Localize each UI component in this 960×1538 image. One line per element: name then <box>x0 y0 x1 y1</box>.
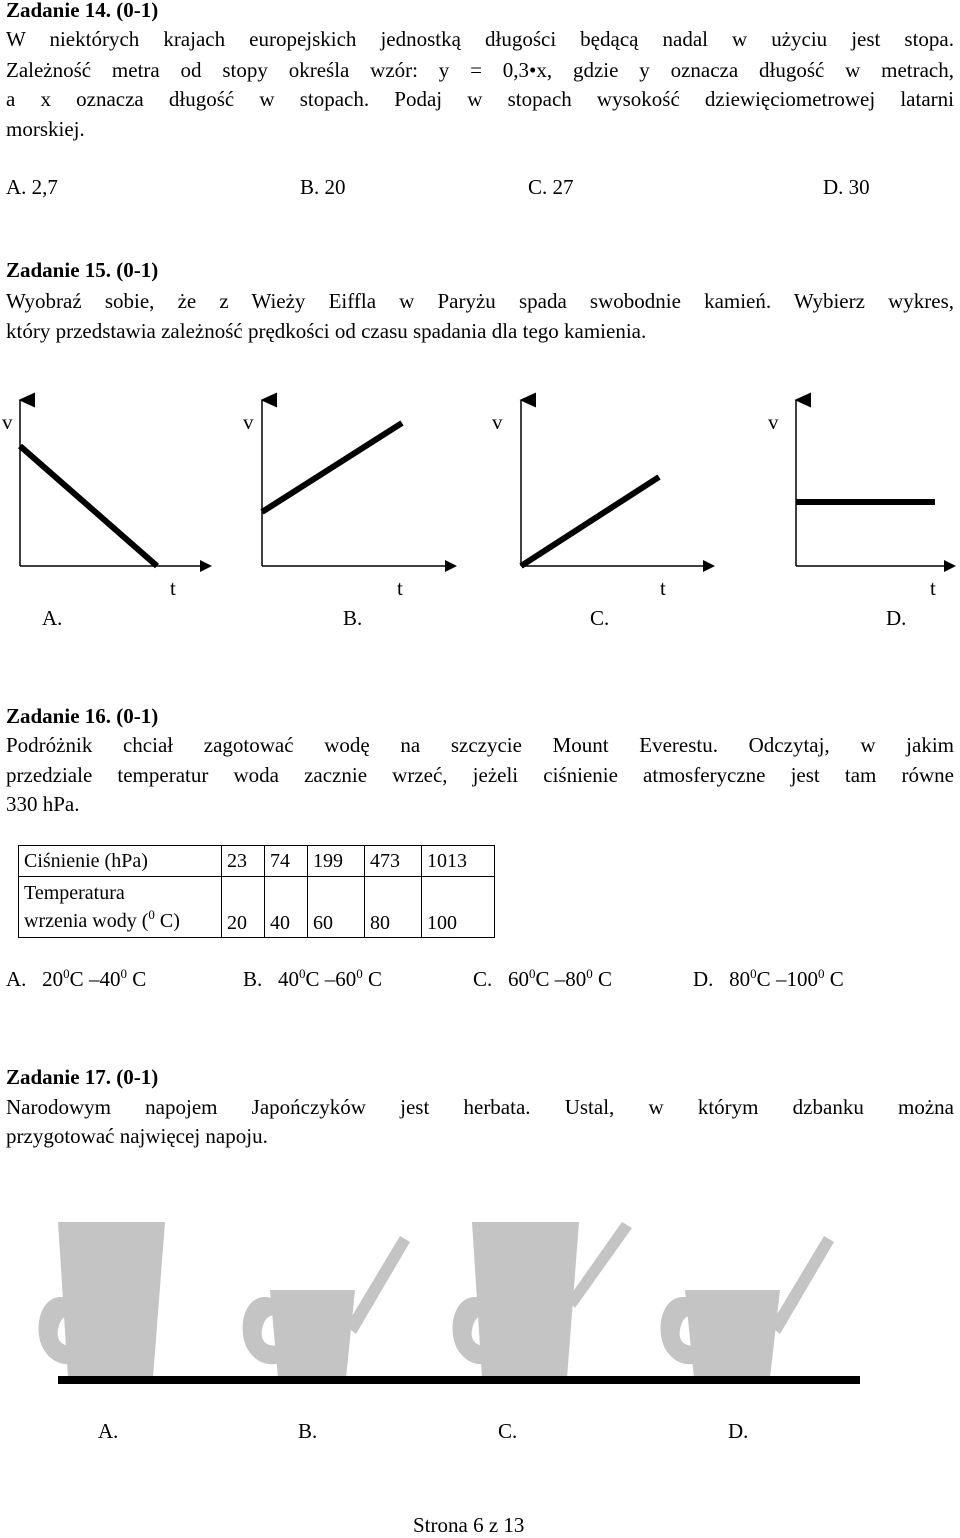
dash: – <box>324 967 336 991</box>
option-letter: B. <box>243 967 263 991</box>
table-cell: 23 <box>222 846 265 877</box>
graph-b-t-label: t <box>397 576 403 600</box>
deg: 0 <box>120 966 127 981</box>
z15-text-line-2: który przedstawia zależność prędkości od czasu spadania dla tego kamienia. <box>6 319 647 343</box>
graph-b-v-label: v <box>243 410 254 434</box>
deg: 0 <box>63 966 70 981</box>
table-label-bottom-post: C) <box>154 910 180 932</box>
dash: – <box>88 967 100 991</box>
deg: 0 <box>750 966 757 981</box>
graph-a-letter[interactable]: A. <box>42 606 63 630</box>
unit: C <box>535 967 550 991</box>
unit: C <box>132 967 147 991</box>
graph-d-t-label: t <box>930 576 936 600</box>
deg: 0 <box>586 966 593 981</box>
teapot-a-letter[interactable]: A. <box>98 1419 119 1443</box>
option-from: 20 <box>42 967 64 991</box>
z17-heading: Zadanie 17. (0-1) <box>6 1065 159 1089</box>
z14-text-line-4: morskiej. <box>6 117 85 141</box>
teapot-c-letter[interactable]: C. <box>498 1419 518 1443</box>
teapot-a-icon[interactable] <box>39 1222 165 1378</box>
deg: 0 <box>529 966 536 981</box>
page-footer: Strona 6 z 13 <box>413 1513 525 1537</box>
option-from: 80 <box>729 967 751 991</box>
table-cell: 100 <box>422 877 495 938</box>
z16-text-line-2: przedziale temperatur woda zacznie wrzeć, jeżeli ciśnienie atmosferyczne jest tam równe <box>6 763 954 787</box>
z14-option-d[interactable]: D. 30 <box>823 175 870 199</box>
z16-text-line-3: 330 hPa. <box>6 792 80 816</box>
graph-c-t-label: t <box>660 576 666 600</box>
dash: – <box>554 967 566 991</box>
dash: – <box>775 967 787 991</box>
z14-option-b[interactable]: B. 20 <box>300 175 346 199</box>
teapot-b-letter[interactable]: B. <box>298 1419 318 1443</box>
graph-c-letter[interactable]: C. <box>590 606 610 630</box>
option-to: 80 <box>565 967 587 991</box>
z15-text-line-1: Wyobraź sobie, że z Wieży Eiffla w Paryżu spada swobodnie kamień. Wybierz wykres, <box>6 289 954 313</box>
table-label-top: Temperatura <box>24 882 125 904</box>
table-cell: 1013 <box>422 846 495 877</box>
table-cell-label: Ciśnienie (hPa) <box>19 846 222 877</box>
z14-heading: Zadanie 14. (0-1) <box>6 0 159 22</box>
z14-text-line-2: Zależność metra od stopy określa wzór: y = 0,3•x, gdzie y oznacza długość w metrach, <box>6 58 954 82</box>
unit: C <box>305 967 320 991</box>
table-cell: 80 <box>365 877 422 938</box>
teapot-b-icon[interactable] <box>243 1236 410 1378</box>
option-to: 60 <box>335 967 357 991</box>
z15-heading: Zadanie 15. (0-1) <box>6 258 159 282</box>
teapot-d-letter[interactable]: D. <box>728 1419 749 1443</box>
table-cell: 20 <box>222 877 265 938</box>
unit: C <box>598 967 613 991</box>
table-surface <box>58 1376 860 1384</box>
option-to: 40 <box>99 967 121 991</box>
option-letter: D. <box>693 967 714 991</box>
deg: 0 <box>299 966 306 981</box>
z16-text-line-1: Podróżnik chciał zagotować wodę na szczycie Mount Everestu. Odczytaj, w jakim <box>6 733 954 757</box>
graph-a-v-label: v <box>2 410 13 434</box>
graph-d-v-label: v <box>768 410 779 434</box>
unit: C <box>368 967 383 991</box>
table-cell: 199 <box>308 846 365 877</box>
z16-heading: Zadanie 16. (0-1) <box>6 704 159 728</box>
option-from: 40 <box>278 967 300 991</box>
deg: 0 <box>356 966 363 981</box>
z17-text-line-2: przygotować najwięcej napoju. <box>6 1124 268 1148</box>
z14-text-line-3: a x oznacza długość w stopach. Podaj w stopach wysokość dziewięciometrowej latarni <box>6 87 954 111</box>
graph-b-letter[interactable]: B. <box>343 606 363 630</box>
unit: C <box>69 967 84 991</box>
table-cell: 40 <box>265 877 308 938</box>
graph-a-t-label: t <box>170 576 176 600</box>
z17-text-line-1: Narodowym napojem Japończyków jest herbata. Ustal, w którym dzbanku można <box>6 1095 954 1119</box>
option-from: 60 <box>508 967 530 991</box>
unit: C <box>756 967 771 991</box>
teapot-d-icon[interactable] <box>661 1236 834 1378</box>
unit: C <box>829 967 844 991</box>
table-cell: 74 <box>265 846 308 877</box>
table-cell: 473 <box>365 846 422 877</box>
teapot-c-icon[interactable] <box>453 1222 632 1378</box>
z14-option-c[interactable]: C. 27 <box>528 175 574 199</box>
table-cell: 60 <box>308 877 365 938</box>
option-letter: C. <box>473 967 493 991</box>
z14-text-line-1: W niektórych krajach europejskich jednostką długości będącą nadal w użyciu jest stopa. <box>6 27 954 51</box>
option-letter: A. <box>6 967 27 991</box>
table-label-bottom-pre: wrzenia wody ( <box>24 910 149 932</box>
option-to: 100 <box>786 967 818 991</box>
graph-d-letter[interactable]: D. <box>886 606 907 630</box>
graph-c-v-label: v <box>492 410 503 434</box>
table-label-sup: 0 <box>148 907 155 922</box>
deg: 0 <box>817 966 825 981</box>
z14-option-a[interactable]: A. 2,7 <box>6 175 58 199</box>
